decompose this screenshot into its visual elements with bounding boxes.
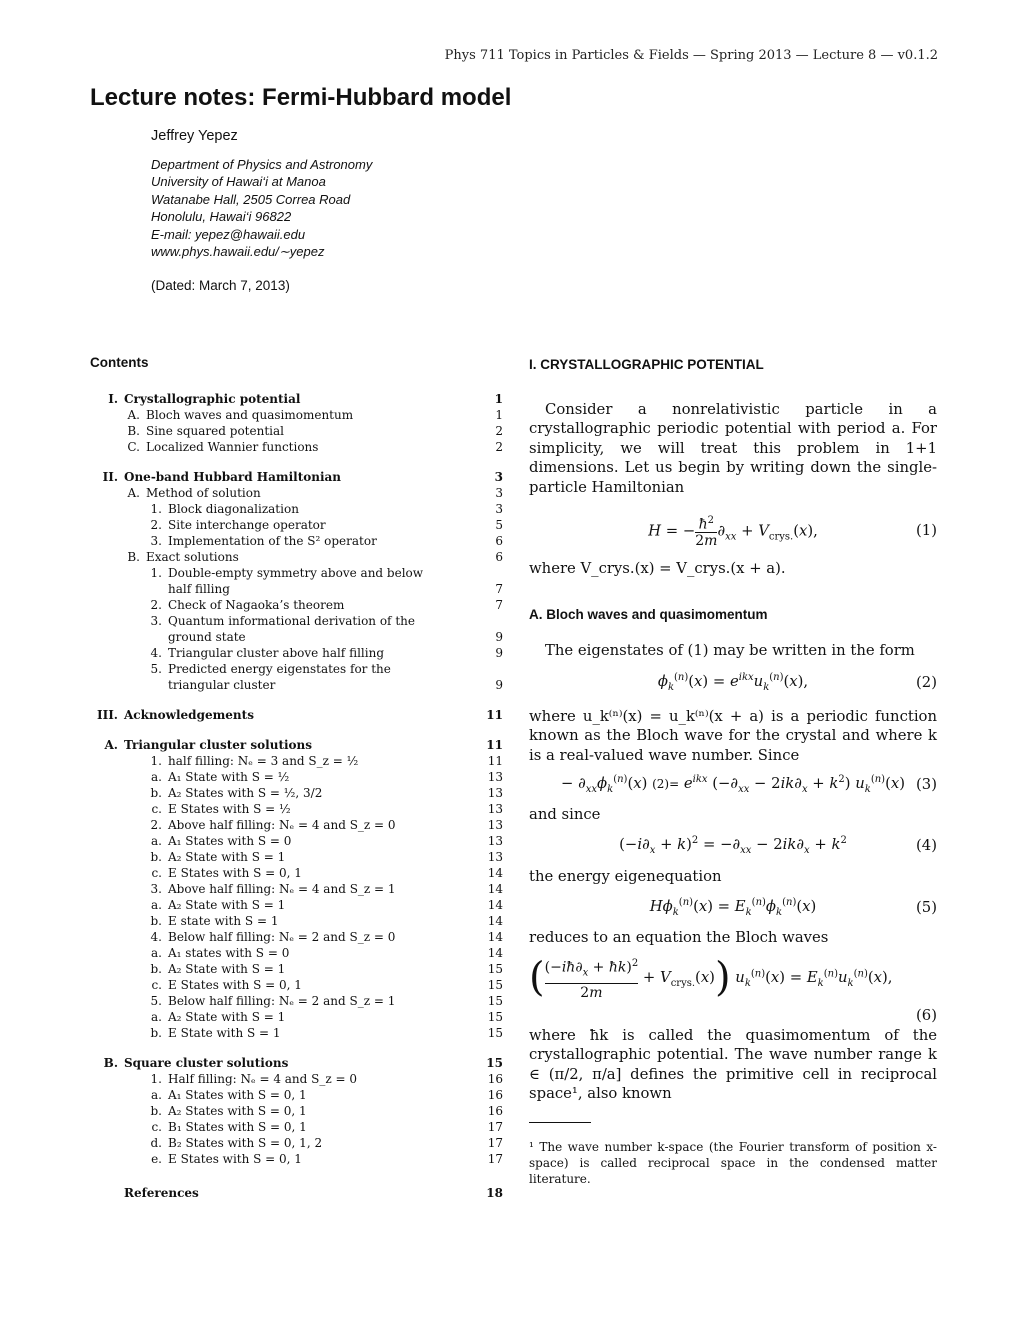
toc-entry[interactable]: [90, 469, 503, 485]
toc-entry[interactable]: [90, 1103, 503, 1119]
toc-entry-title: Square cluster solutions: [124, 1056, 289, 1070]
toc-entry[interactable]: [90, 929, 503, 945]
toc-entry-title: E States with S = 0, 1: [168, 866, 302, 880]
toc-entry-title: A₁ states with S = 0: [168, 946, 290, 960]
toc-entry-page: 15: [487, 1010, 503, 1024]
toc-entry-page: 1: [495, 408, 503, 422]
toc-entry-title: E States with S = 0, 1: [168, 978, 302, 992]
equation-5: $H\phi_k^{(n)}(x) = E_k^{(n)}\phi_k^{(n)}(x)$ (5): [649, 897, 937, 919]
toc-entry-title: Quantum informational derivation of the ground state: [168, 614, 415, 644]
affiliation-block: [151, 156, 372, 260]
toc-entry-page: 15: [487, 962, 503, 976]
toc-entry[interactable]: [90, 881, 503, 897]
body-column: [529, 355, 937, 1187]
toc-entry[interactable]: [90, 645, 503, 661]
toc-entry-number: 5.: [150, 994, 162, 1008]
toc-entry[interactable]: [90, 407, 503, 423]
toc-entry[interactable]: [90, 613, 503, 645]
toc-entry-number: A.: [127, 486, 140, 500]
toc-entry-page: 1: [494, 392, 503, 406]
toc-entry-number: b.: [150, 1026, 162, 1040]
toc-entry-title: B₂ States with S = 0, 1, 2: [168, 1136, 323, 1150]
toc-entry[interactable]: [90, 1025, 503, 1041]
toc-entry-title: E state with S = 1: [168, 914, 279, 928]
toc-entry-number: c.: [151, 802, 162, 816]
toc-entry[interactable]: [90, 897, 503, 913]
equation-number: (2): [916, 673, 937, 691]
toc-entry-title: Check of Nagaoka’s theorem: [168, 598, 345, 612]
running-head: Phys 711 Topics in Particles & Fields — Spring 2013 — Lecture 8 — v0.1.2: [444, 48, 938, 63]
toc-entry-title: Triangular cluster above half filling: [168, 646, 384, 660]
toc-entry-page: 16: [487, 1072, 503, 1086]
toc-entry-page: 17: [487, 1136, 503, 1150]
toc-entry-number: b.: [150, 850, 162, 864]
toc-entry-title: A₂ State with S = 1: [168, 850, 286, 864]
toc-entry-title: Double-empty symmetry above and below half filling: [168, 566, 424, 596]
toc-entry[interactable]: [90, 737, 503, 753]
toc-entry-title: Method of solution: [146, 486, 261, 500]
toc-entry-number: [90, 1185, 124, 1201]
toc-entry-page: 14: [487, 866, 503, 880]
toc-entry-number: I.: [108, 392, 118, 406]
toc-entry-page: 3: [495, 486, 503, 500]
section-heading: I. CRYSTALLOGRAPHIC POTENTIAL: [529, 357, 764, 372]
toc-entry[interactable]: [90, 549, 503, 565]
toc-entry[interactable]: [90, 1087, 503, 1103]
footnote-rule: [529, 1122, 591, 1123]
toc-entry-page: 13: [487, 850, 503, 864]
toc-entry-number: 5.: [150, 662, 162, 676]
toc-entry-number: a.: [151, 834, 162, 848]
toc-entry-page: 16: [487, 1088, 503, 1102]
toc-entry[interactable]: [90, 517, 503, 533]
table-of-contents: [90, 391, 503, 1201]
paragraph-intro: Consider a nonrelativistic particle in a crystallographic periodic potential with period a. For simplicity, we will treat this problem in 1+1 dimensions. Let us begin by writing down the single-particle Hamiltonian: [529, 400, 937, 496]
affiliation-line: www.phys.hawaii.edu/∼yepez: [151, 244, 325, 260]
toc-entry-number: 2.: [150, 518, 162, 532]
toc-entry-title: A₂ State with S = 1: [168, 898, 286, 912]
toc-entry-number: c.: [151, 1120, 162, 1134]
affiliation-line: Watanabe Hall, 2505 Correa Road: [151, 191, 351, 207]
toc-entry-page: 15: [487, 994, 503, 1008]
toc-entry-page: 15: [487, 978, 503, 992]
toc-entry-page: 17: [487, 1120, 503, 1134]
toc-entry-title: A₂ States with S = 0, 1: [168, 1104, 307, 1118]
toc-entry-title: Acknowledgements: [124, 708, 254, 722]
toc-entry-page: 9: [495, 630, 503, 644]
toc-entry-title: References: [124, 1186, 199, 1200]
toc-entry-page: 13: [487, 786, 503, 800]
paragraph-bloch-wave: where u_k⁽ⁿ⁾(x) = u_k⁽ⁿ⁾(x + a) is a periodic function known as the Bloch wave for the crystal and where k is a real-valued wave number. Since: [529, 707, 937, 764]
toc-entry-page: 11: [486, 708, 503, 722]
toc-entry-number: a.: [151, 1010, 162, 1024]
toc-entry-number: 1.: [150, 754, 162, 768]
toc-entry-page: 9: [495, 646, 503, 660]
toc-entry-number: A.: [104, 738, 118, 752]
toc-entry[interactable]: [90, 1009, 503, 1025]
toc-entry-page: 3: [494, 470, 503, 484]
toc-entry-number: c.: [151, 978, 162, 992]
equation-3: − $\partial_{xx}\phi_k^{(n)}(x)$ $(2)= e^{ikx}$ $(-\partial_{xx} - 2ik\partial_x + k^2)$ $u_k^{(n)}(x)$ (3): [560, 774, 937, 796]
toc-entry-title: B₁ States with S = 0, 1: [168, 1120, 307, 1134]
toc-entry-page: 16: [487, 1104, 503, 1118]
toc-entry-number: e.: [151, 1152, 162, 1166]
toc-entry-number: a.: [151, 946, 162, 960]
toc-entry[interactable]: [90, 1119, 503, 1135]
toc-entry[interactable]: [90, 1135, 503, 1151]
toc-entry-page: 2: [495, 440, 503, 454]
equation-2: $\phi_k^{(n)}(x) = e^{ikx}u_k^{(n)}(x)$, (2): [657, 671, 937, 693]
toc-entry-title: A₂ State with S = 1: [168, 962, 286, 976]
equation-4: $(-i\partial_x + k)^2 = -\partial_{xx} - 2ik\partial_x + k^2$ (4): [619, 834, 937, 856]
toc-entry-page: 13: [487, 770, 503, 784]
toc-entry-number: b.: [150, 1104, 162, 1118]
equation-number: (5): [916, 899, 937, 917]
toc-entry-number: b.: [150, 786, 162, 800]
toc-entry-title: Block diagonalization: [168, 502, 299, 516]
toc-entry-number: d.: [150, 1136, 162, 1150]
toc-entry[interactable]: [90, 753, 503, 769]
toc-entry-number: 1.: [150, 1072, 162, 1086]
toc-entry[interactable]: [90, 1055, 503, 1071]
paragraph-eigenstates: The eigenstates of (1) may be written in the form: [545, 642, 915, 659]
toc-entry-page: 7: [495, 598, 503, 612]
toc-entry-title: Localized Wannier functions: [146, 440, 319, 454]
toc-entry[interactable]: [90, 993, 503, 1009]
equation-number: (1): [916, 522, 937, 540]
toc-entry[interactable]: [90, 501, 503, 517]
toc-entry[interactable]: [90, 565, 503, 597]
footnote: ¹ The wave number k-space (the Fourier transform of position x-space) is called reciprocal space in the condensed matter literature.: [529, 1139, 937, 1186]
toc-entry-page: 17: [487, 1152, 503, 1166]
toc-entry-title: Above half filling: Nₑ = 4 and S_z = 1: [168, 882, 396, 896]
toc-entry-page: 13: [487, 818, 503, 832]
author-name: Jeffrey Yepez: [151, 128, 238, 144]
toc-entry-number: 1.: [150, 566, 162, 580]
toc-entry-page: 3: [495, 502, 503, 516]
toc-entry-number: b.: [150, 962, 162, 976]
toc-entry-page: 6: [495, 550, 503, 564]
toc-entry-page: 18: [486, 1186, 503, 1200]
toc-entry[interactable]: [90, 707, 503, 723]
subsection-heading: A. Bloch waves and quasimomentum: [529, 606, 768, 622]
equation-number: (4): [916, 836, 937, 854]
toc-entry[interactable]: [90, 1151, 503, 1167]
toc-entry-title: E State with S = 1: [168, 1026, 281, 1040]
toc-entry-title: A₁ States with S = 0, 1: [168, 1088, 307, 1102]
affiliation-line: University of Hawai‘i at Manoa: [151, 174, 326, 190]
toc-entry-number: 3.: [150, 882, 162, 896]
toc-entry-number: B.: [127, 424, 140, 438]
toc-entry-title: A₂ States with S = ½, 3/2: [168, 786, 323, 800]
toc-entry[interactable]: [90, 961, 503, 977]
toc-entry[interactable]: [90, 423, 503, 439]
toc-entry-page: 14: [487, 930, 503, 944]
toc-entry-page: 2: [495, 424, 503, 438]
toc-entry-page: 15: [486, 1056, 503, 1070]
toc-entry-page: 14: [487, 882, 503, 896]
toc-entry-title: Sine squared potential: [146, 424, 284, 438]
toc-entry-title: A₁ State with S = ½: [168, 770, 290, 784]
equation-1: H = − $\frac{ħ^2}{2m}$ $\partial_{xx} + V_{crys.}(x)$, (1): [648, 514, 937, 550]
toc-entry[interactable]: [90, 533, 503, 549]
equation-6-number-row: [529, 1006, 937, 1026]
toc-entry-title: Below half filling: Nₑ = 2 and S_z = 1: [168, 994, 396, 1008]
equation-6: ( $\frac{(-iħ\partial_x + ħk)^2}{2m}$ + $V_{crys.}(x)$) $u_k^{(n)}(x) = E_k^{(n)}u_k^{(n)}(x)$,: [529, 954, 893, 1001]
toc-entry[interactable]: [90, 1185, 503, 1201]
toc-entry-number: 4.: [150, 646, 162, 660]
toc-entry-title: Predicted energy eigenstates for the triangular cluster: [168, 662, 391, 692]
toc-entry-page: 13: [487, 802, 503, 816]
affiliation-line: Department of Physics and Astronomy: [151, 157, 373, 172]
paragraph-quasimomentum: where ħk is called the quasimomentum of the crystallographic potential. The wave number range k ∈ (π/2, π/a] defines the primitive cell in reciprocal space¹, also known: [529, 1026, 937, 1102]
toc-entry-number: 2.: [150, 818, 162, 832]
toc-entry-title: Above half filling: Nₑ = 4 and S_z = 0: [168, 818, 396, 832]
toc-entry-title: Crystallographic potential: [124, 392, 301, 406]
toc-entry-title: half filling: Nₑ = 3 and S_z = ½: [168, 754, 359, 768]
affiliation-line: E-mail: yepez@hawaii.edu: [151, 226, 306, 242]
toc-entry-number: B.: [103, 1056, 118, 1070]
toc-entry-title: A₁ States with S = 0: [168, 834, 292, 848]
equation-number: (6): [916, 1006, 937, 1024]
toc-entry[interactable]: [90, 769, 503, 785]
toc-entry-number: III.: [96, 708, 118, 722]
toc-entry-number: II.: [102, 470, 118, 484]
toc-entry-title: One-band Hubbard Hamiltonian: [124, 470, 342, 484]
toc-entry[interactable]: [90, 865, 503, 881]
toc-entry-page: 14: [487, 898, 503, 912]
toc-entry[interactable]: [90, 1071, 503, 1087]
toc-entry[interactable]: [90, 817, 503, 833]
toc-entry-number: b.: [150, 914, 162, 928]
equation-number: (3): [916, 776, 937, 794]
toc-entry-title: Implementation of the S² operator: [168, 534, 377, 548]
toc-entry-title: E States with S = 0, 1: [168, 1152, 302, 1166]
page-title: Lecture notes: Fermi-Hubbard model: [90, 84, 512, 111]
paragraph-periodicity: where V_crys.(x) = V_crys.(x + a).: [529, 560, 786, 577]
toc-entry-title: Half filling: Nₑ = 4 and S_z = 0: [168, 1072, 358, 1086]
paragraph-and-since: and since: [529, 806, 601, 823]
toc-entry-page: 5: [495, 518, 503, 532]
toc-entry-number: 2.: [150, 598, 162, 612]
toc-entry-number: C.: [127, 440, 140, 454]
paragraph-energy-eigenequation: the energy eigenequation: [529, 867, 722, 885]
toc-entry-number: a.: [151, 898, 162, 912]
toc-entry-number: 3.: [150, 614, 162, 628]
toc-entry-title: Below half filling: Nₑ = 2 and S_z = 0: [168, 930, 396, 944]
toc-entry[interactable]: [90, 785, 503, 801]
affiliation-line: Honolulu, Hawai‘i 96822: [151, 209, 292, 225]
toc-entry-title: Site interchange operator: [168, 518, 326, 532]
toc-entry[interactable]: [90, 801, 503, 817]
paragraph-reduces: reduces to an equation the Bloch waves: [529, 929, 829, 946]
toc-entry[interactable]: [90, 833, 503, 849]
dated-line: (Dated: March 7, 2013): [151, 278, 290, 293]
toc-entry-title: A₂ State with S = 1: [168, 1010, 286, 1024]
toc-entry[interactable]: [90, 661, 503, 693]
toc-entry-page: 15: [487, 1026, 503, 1040]
toc-entry[interactable]: [90, 945, 503, 961]
toc-entry-page: 7: [495, 582, 503, 596]
toc-entry-page: 6: [495, 534, 503, 548]
toc-entry-page: 13: [487, 834, 503, 848]
toc-entry-number: 4.: [150, 930, 162, 944]
toc-entry-number: B.: [127, 550, 140, 564]
toc-entry-page: 14: [487, 946, 503, 960]
toc-heading: Contents: [90, 355, 149, 370]
toc-entry[interactable]: [90, 849, 503, 865]
toc-entry[interactable]: [90, 597, 503, 613]
toc-entry-page: 11: [486, 738, 503, 752]
toc-entry-page: 9: [495, 678, 503, 692]
toc-entry[interactable]: [90, 485, 503, 501]
toc-entry-number: c.: [151, 866, 162, 880]
toc-entry-number: a.: [151, 770, 162, 784]
toc-entry-number: A.: [127, 408, 140, 422]
toc-entry-number: 1.: [150, 502, 162, 516]
toc-entry-title: E States with S = ½: [168, 802, 291, 816]
toc-entry[interactable]: [90, 391, 503, 407]
toc-entry[interactable]: [90, 913, 503, 929]
toc-entry-page: 11: [487, 754, 503, 768]
toc-entry-number: 3.: [150, 534, 162, 548]
toc-entry[interactable]: [90, 977, 503, 993]
toc-entry-title: Triangular cluster solutions: [124, 738, 313, 752]
toc-entry-title: Bloch waves and quasimomentum: [146, 408, 354, 422]
toc-entry-title: Exact solutions: [146, 550, 239, 564]
toc-entry-number: a.: [151, 1088, 162, 1102]
toc-entry-page: 14: [487, 914, 503, 928]
toc-entry[interactable]: [90, 439, 503, 455]
